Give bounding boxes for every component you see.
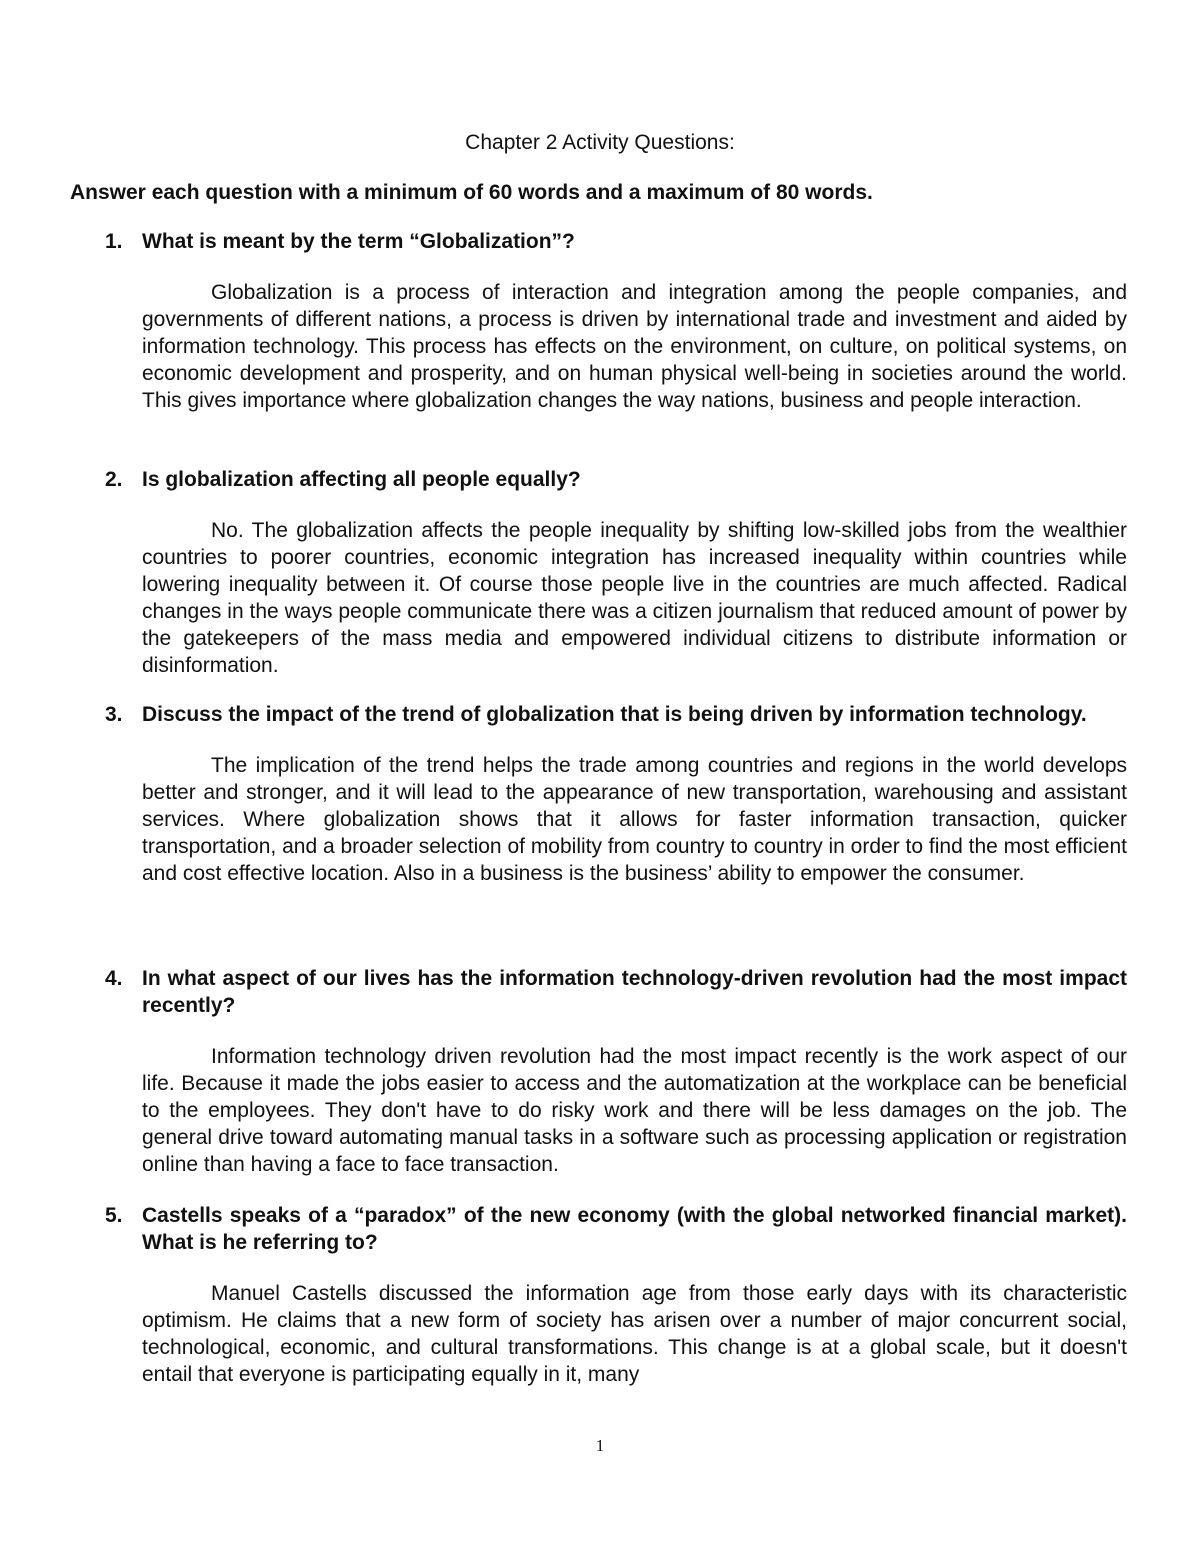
question-5	[105, 1202, 1127, 1256]
page-title: Chapter 2 Activity Questions:	[465, 131, 735, 154]
question-4	[105, 965, 1127, 1019]
question-1	[105, 228, 1127, 255]
question-number: 1.	[105, 230, 123, 253]
question-text: Discuss the impact of the trend of globalization that is being driven by information technology.	[142, 703, 1087, 726]
question-number: 2.	[105, 468, 123, 491]
answer-1: Globalization is a process of interaction and integration among the people companies, and governments of different nations, a process is driven by international trade and investment and aided by information technology. This process has effects on the environment, on culture, on political systems, on economic development and prosperity, and on human physical well-being in societies around the world. This gives importance where globalization changes the way nations, business and people interaction.	[142, 281, 1127, 412]
question-text: Castells speaks of a “paradox” of the new economy (with the global networked financial market). What is he referring to?	[142, 1204, 1127, 1254]
question-text: In what aspect of our lives has the information technology-driven revolution had the most impact recently?	[142, 967, 1127, 1017]
question-2	[105, 466, 1127, 493]
question-block-1	[105, 228, 1127, 414]
answer-5: Manuel Castells discussed the information age from those early days with its characteristic optimism. He claims that a new form of society has arisen over a number of major concurrent social, technological, economic, and cultural transformations. This change is at a global scale, but it doesn't entail that everyone is participating equally in it, many	[142, 1282, 1127, 1386]
question-number: 5.	[105, 1204, 123, 1227]
question-text: What is meant by the term “Globalization”?	[142, 230, 575, 253]
question-block-5	[105, 1202, 1127, 1388]
answer-4: Information technology driven revolution had the most impact recently is the work aspect of our life. Because it made the jobs easier to access and the automatization at the workplace can be beneficial to the employees. They don't have to do risky work and there will be less damages on the job. The general drive toward automating manual tasks in a software such as processing application or registration online than having a face to face transaction.	[142, 1045, 1127, 1176]
question-3	[105, 701, 1127, 728]
answer-2: No. The globalization affects the people inequality by shifting low-skilled jobs from the wealthier countries to poorer countries, economic integration has increased inequality within countries while lowering inequality between it. Of course those people live in the countries are much affected. Radical changes in the ways people communicate there was a citizen journalism that reduced amount of power by the gatekeepers of the mass media and empowered individual citizens to distribute information or disinformation.	[142, 519, 1127, 677]
question-number: 4.	[105, 967, 123, 990]
question-block-2	[105, 466, 1127, 679]
page-number: 1	[595, 1436, 605, 1455]
question-number: 3.	[105, 703, 123, 726]
question-block-3	[105, 701, 1127, 887]
question-block-4	[105, 965, 1127, 1178]
question-text: Is globalization affecting all people equally?	[142, 468, 581, 491]
instruction-text: Answer each question with a minimum of 60 words and a maximum of 80 words.	[70, 181, 873, 204]
answer-3: The implication of the trend helps the trade among countries and regions in the world develops better and stronger, and it will lead to the appearance of new transportation, warehousing and assistant services. Where globalization shows that it allows for faster information transaction, quicker transportation, and a broader selection of mobility from country to country in order to find the most efficient and cost effective location. Also in a business is the business’ ability to empower the consumer.	[142, 754, 1127, 885]
